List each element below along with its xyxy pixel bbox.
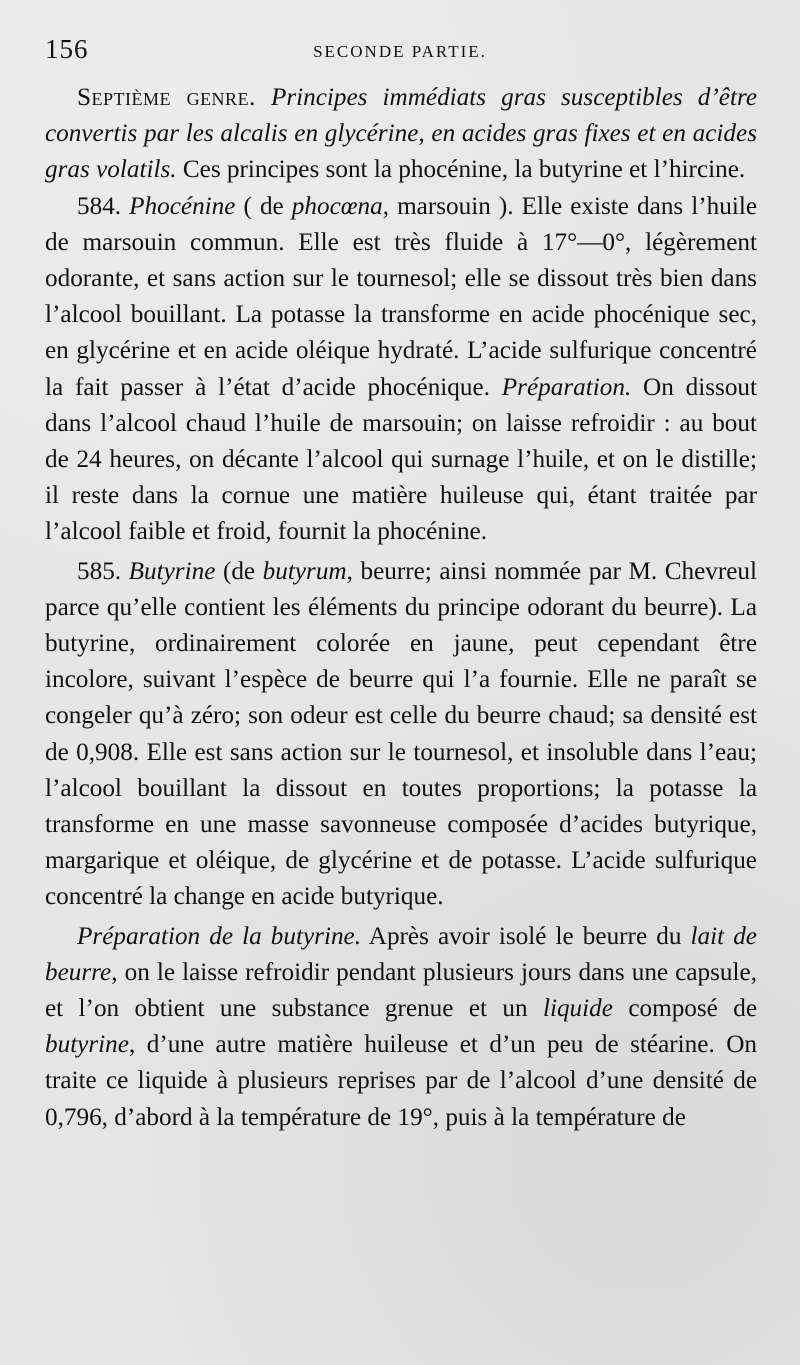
etymology-open: ( de [243, 192, 284, 220]
page-body [45, 80, 757, 1136]
running-head: SECONDE PARTIE. [313, 42, 487, 61]
paragraph-text: Elle existe dans l’huile de marsouin commun. Elle est très fluide à 17°—0°, légèrement odorante, et sans action sur le tournesol; elle se dissout très bien dans l’alcool bouillant. La potasse la transforme en acide phocénique sec, en glycérine et en acide oléique hydraté. L’acide sulfurique concentré la fait passer à l’état d’acide phocénique. [45, 192, 758, 401]
term-butyrine: Butyrine [128, 557, 216, 585]
term-butyrine: butyrine [45, 1031, 129, 1059]
page-number: 156 [45, 34, 89, 64]
paragraph-text: , beurre; ainsi nommée par M. Chevreul parce qu’elle contient les éléments du principe odorant du beurre). La butyrine, ordinairement colorée en jaune, peut cependant être incolore, suivant l’espèce de beurre qui l’a fournie. Elle ne paraît se congeler qu’à zéro; son odeur est celle du beurre chaud; sa densité est de 0,908. Elle est sans action sur le tournesol, et insoluble dans l’eau; l’alcool bouillant la dissout en toutes proportions; la potasse la transforme en une masse savonneuse composée d’acides butyrique, margarique et oléique, de glycérine et de potasse. L’acide sulfurique concentré la change en acide butyrique. [45, 557, 758, 911]
etymology-rest: , marsouin ). [382, 192, 514, 220]
genre-title: Principes immédiats gras susceptibles d’être convertis par les alcalis en glycérine, en acides gras fixes et en acides gras volatils. [45, 84, 757, 184]
paragraph-text: On dissout dans l’alcool chaud l’huile de marsouin; on laisse refroidir : au bout de 24 heures, on décante l’alcool qui surnage l’huile, et on le distille; il reste dans la cornue une matière huileuse qui, étant traitée par l’alcool faible et froid, fournit la phocénine. [45, 373, 758, 546]
latin-phocoena: phocœna [291, 192, 383, 220]
latin-butyrum: butyrum [262, 557, 347, 585]
term-liquide: liquide [542, 995, 613, 1023]
paragraph-585 [45, 554, 757, 916]
genre-label: Septième genre. [77, 84, 256, 111]
paragraph-text: , d’une autre matière huileuse et d’un peu de stéarine. On traite ce liquide à plusieurs reprises par de l’alcool d’une densité de 0,796, d’abord à la température de 19°, puis à la température de [45, 1031, 757, 1131]
paragraph-584 [45, 189, 757, 551]
paragraph-number: 585. [77, 557, 122, 585]
paragraph-preparation-butyrine [45, 919, 757, 1136]
etymology-open: (de [222, 557, 256, 585]
term-lait-de-beurre: lait de beurre [45, 922, 757, 986]
genre-text: Ces principes sont la phocénine, la butyrine et l’hircine. [182, 156, 746, 184]
preparation-label: Préparation. [501, 373, 632, 401]
paragraph-text: composé de [628, 995, 758, 1023]
term-phocenine: Phocénine [129, 192, 236, 220]
preparation-butyrine-label: Préparation de la butyrine. [77, 922, 362, 950]
paragraph-text: , on le laisse refroidir pendant plusieurs jours dans une capsule, et l’on obtient une substance grenue et un [45, 958, 757, 1023]
paragraph-number: 584. [77, 192, 122, 220]
page-header [45, 34, 755, 70]
genre-paragraph [45, 80, 757, 189]
paragraph-text: Après avoir isolé le beurre du [368, 922, 682, 950]
